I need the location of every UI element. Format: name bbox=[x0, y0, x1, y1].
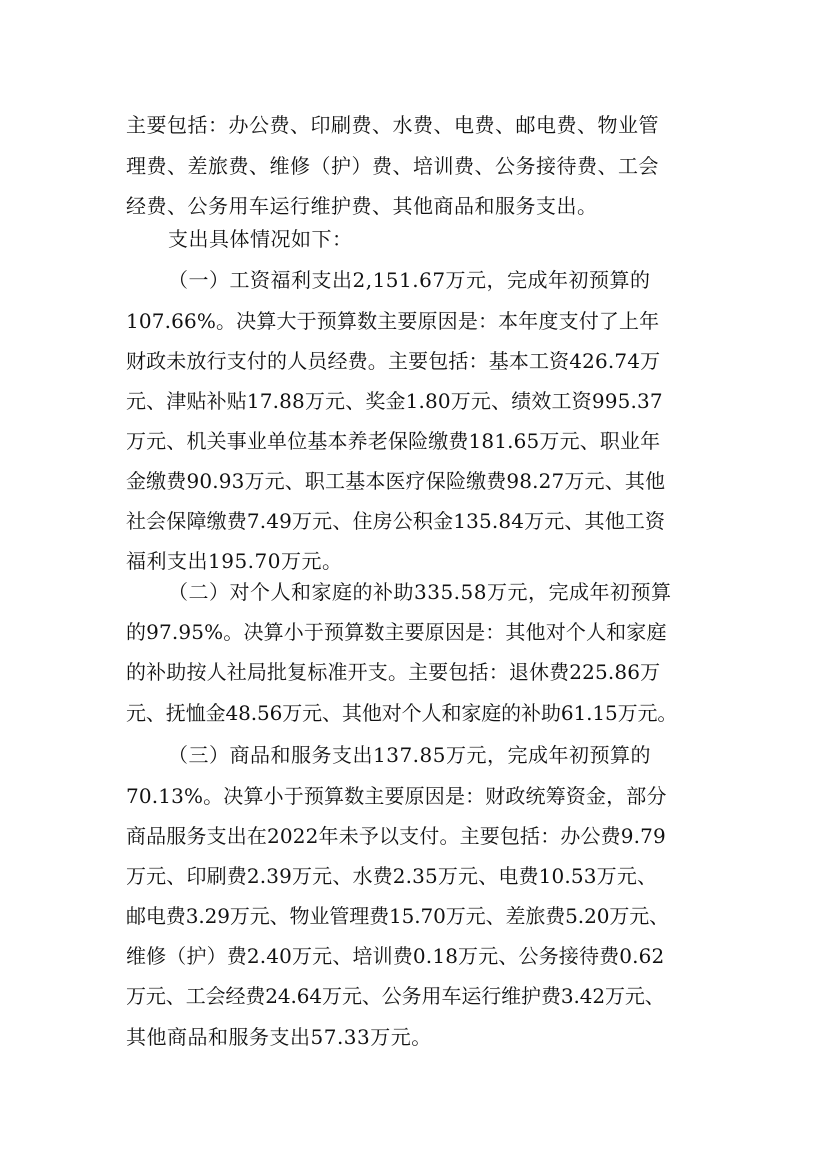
section-intro-line: 支出具体情况如下： bbox=[168, 227, 353, 251]
section-heading-line: （二）对个人和家庭的补助335.58万元，完成年初预算 bbox=[168, 580, 672, 604]
paragraph-line: 万元、印刷费2.39万元、水费2.35万元、电费10.53万元、 bbox=[126, 864, 658, 888]
paragraph-line: 的97.95%。决算小于预算数主要原因是：其他对个人和家庭 bbox=[126, 620, 667, 644]
paragraph-line: 元、津贴补贴17.88万元、奖金1.80万元、绩效工资995.37 bbox=[126, 389, 663, 413]
paragraph-line: 元、抚恤金48.56万元、其他对个人和家庭的补助61.15万元。 bbox=[126, 701, 678, 725]
paragraph-line: 福利支出195.70万元。 bbox=[126, 549, 343, 573]
section-heading-line: （三）商品和服务支出137.85万元，完成年初预算的 bbox=[168, 743, 651, 767]
section-heading-line: （一）工资福利支出2,151.67万元，完成年初预算的 bbox=[168, 268, 651, 292]
paragraph-line: 维修（护）费2.40万元、培训费0.18万元、公务接待费0.62 bbox=[126, 944, 665, 968]
paragraph-line: 其他商品和服务支出57.33万元。 bbox=[126, 1025, 432, 1049]
paragraph-line: 经费、公务用车运行维护费、其他商品和服务支出。 bbox=[126, 194, 598, 218]
paragraph-line: 70.13%。决算小于预算数主要原因是：财政统筹资金，部分 bbox=[126, 784, 667, 808]
paragraph-line: 商品服务支出在2022年未予以支付。主要包括：办公费9.79 bbox=[126, 824, 666, 848]
paragraph-line: 金缴费90.93万元、职工基本医疗保险缴费98.27万元、其他 bbox=[126, 469, 666, 493]
paragraph-line: 邮电费3.29万元、物业管理费15.70万元、差旅费5.20万元、 bbox=[126, 904, 670, 928]
paragraph-line: 的补助按人社局批复标准开支。主要包括：退休费225.86万 bbox=[126, 660, 661, 684]
paragraph-line: 107.66%。决算大于预算数主要原因是：本年度支付了上年 bbox=[126, 309, 660, 333]
paragraph-line: 万元、机关事业单位基本养老保险缴费181.65万元、职业年 bbox=[126, 429, 661, 453]
paragraph-line: 财政未放行支付的人员经费。主要包括：基本工资426.74万 bbox=[126, 349, 661, 373]
paragraph-line: 主要包括：办公费、印刷费、水费、电费、邮电费、物业管 bbox=[126, 113, 659, 137]
paragraph-line: 万元、工会经费24.64万元、公务用车运行维护费3.42万元、 bbox=[126, 984, 665, 1008]
paragraph-line: 理费、差旅费、维修（护）费、培训费、公务接待费、工会 bbox=[126, 154, 659, 178]
paragraph-line: 社会保障缴费7.49万元、住房公积金135.84万元、其他工资 bbox=[126, 509, 666, 533]
